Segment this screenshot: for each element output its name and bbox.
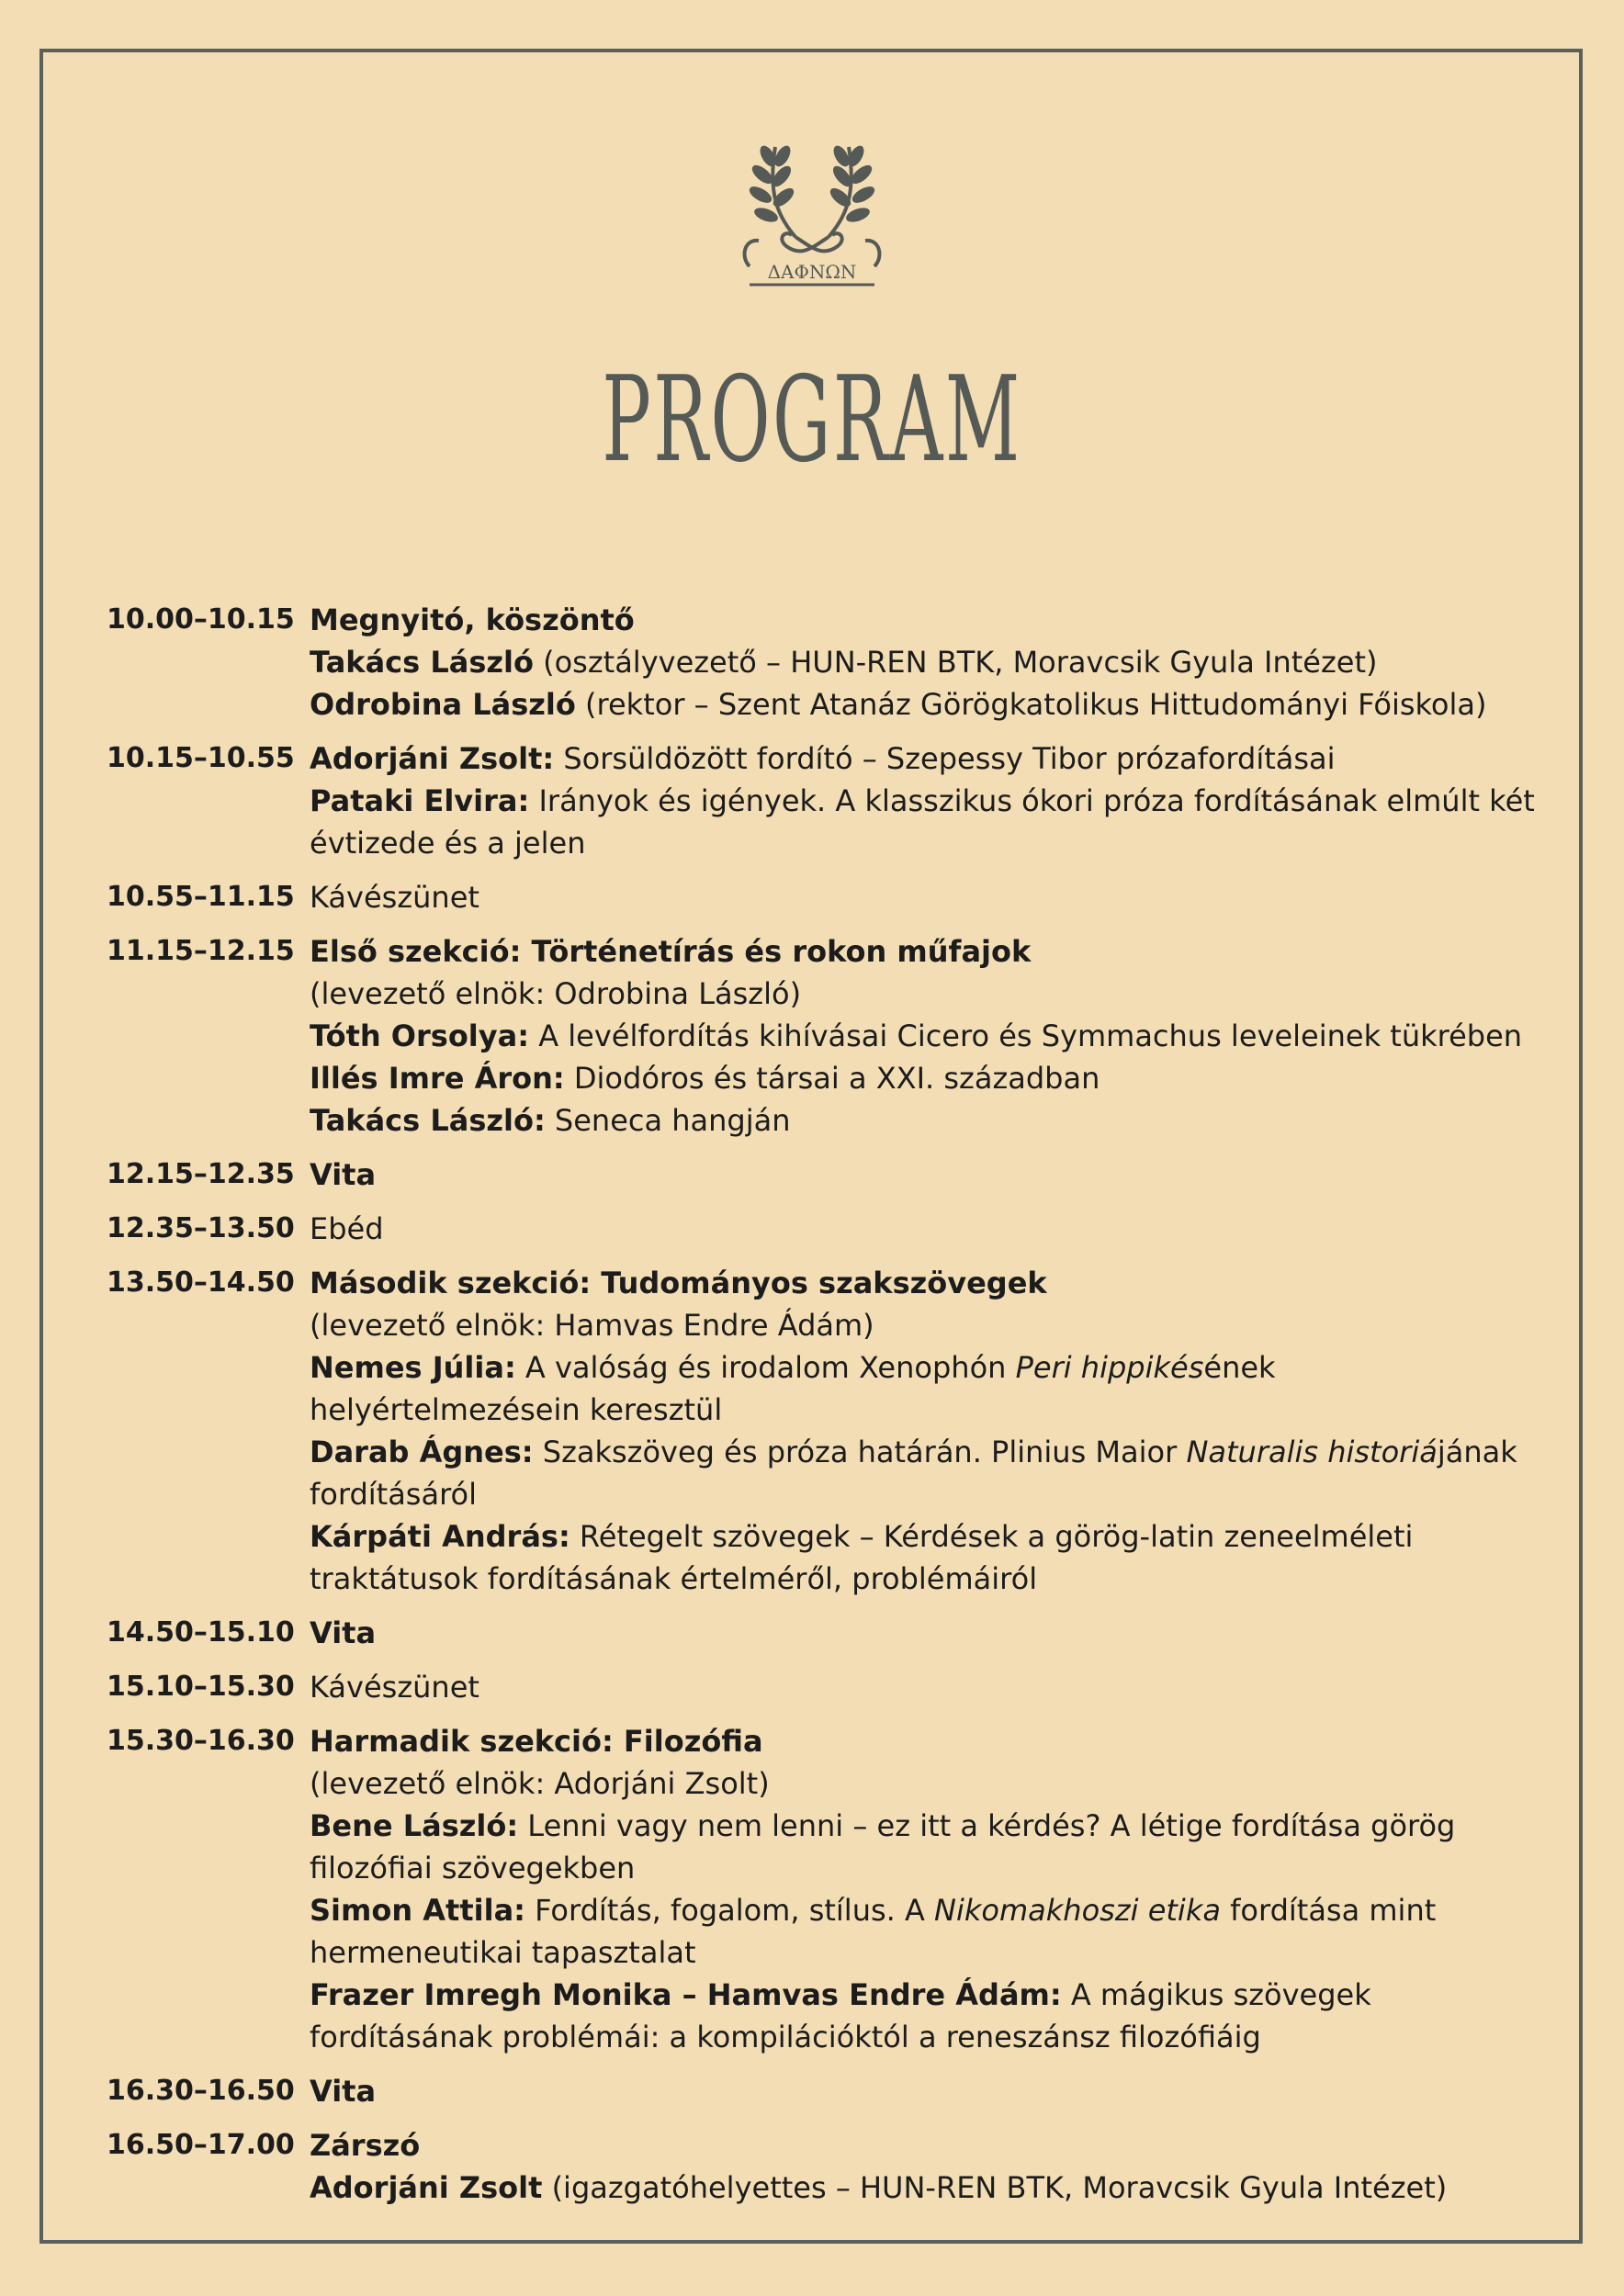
svg-text:ΔΑΦΝΩΝ: ΔΑΦΝΩΝ — [767, 261, 857, 283]
speaker-name: Pataki Elvira: — [310, 783, 530, 818]
schedule-slot — [107, 2070, 1539, 2112]
talk-entry — [310, 641, 1539, 683]
talk-entry — [310, 1346, 1539, 1431]
talk-title: A levélfordítás kihívásai Cicero és Symmachus leveleinek tükrében — [529, 1019, 1523, 1053]
slot-time: 12.35–13.50 — [107, 1212, 295, 1244]
slot-content — [310, 2124, 1539, 2209]
session-chair: (levezető elnök: Odrobina László) — [310, 976, 802, 1011]
talk-entry — [310, 2167, 1539, 2209]
talk-title: Sorsüldözött fordító – Szepessy Tibor prózafordításai — [554, 741, 1336, 776]
speaker-name: Kárpáti András: — [310, 1519, 570, 1554]
talk-entry — [310, 1515, 1539, 1600]
talk-entry — [310, 1099, 1539, 1142]
slot-heading: Vita — [310, 1615, 377, 1650]
talk-title-italic: Nikomakhoszi etika — [934, 1893, 1221, 1928]
slot-content — [310, 876, 1539, 918]
talk-title: Rétegelt szövegek – Kérdések a görög-latin zeneelméleti traktátusok fordításának értelméről, problémáiról — [310, 1519, 1414, 1596]
schedule-slot — [107, 1666, 1539, 1708]
slot-time: 15.10–15.30 — [107, 1671, 295, 1703]
slot-time: 13.50–14.50 — [107, 1266, 295, 1299]
speaker-name: Tóth Orsolya: — [310, 1019, 530, 1053]
talk-title: Lenni vagy nem lenni – ez itt a kérdés? A létige fordítása görög filozófiai szövegekben — [310, 1808, 1456, 1885]
talk-title: (rektor – Szent Atanáz Görögkatolikus Hittudományi Főiskola) — [575, 687, 1487, 722]
talk-entry — [310, 683, 1539, 726]
talk-entry — [310, 1974, 1539, 2058]
slot-content — [310, 737, 1539, 864]
speaker-name: Takács László — [310, 645, 534, 680]
talk-title-rest: fordítása mint hermeneutikai tapasztalat — [310, 1893, 1437, 1970]
slot-content — [310, 1666, 1539, 1708]
slot-heading: Harmadik szekció: Filozófia — [310, 1724, 763, 1759]
slot-time: 15.30–16.30 — [107, 1725, 295, 1757]
slot-content — [310, 1154, 1539, 1196]
schedule-slot — [107, 930, 1539, 1142]
talk-title: Seneca hangján — [545, 1103, 791, 1138]
slot-time: 12.15–12.35 — [107, 1158, 295, 1190]
slot-content — [310, 599, 1539, 726]
slot-time: 14.50–15.10 — [107, 1616, 295, 1649]
laurel-logo — [731, 129, 893, 294]
slot-time: 10.55–11.15 — [107, 881, 295, 913]
talk-entry — [310, 1431, 1539, 1515]
page-title: PROGRAM — [602, 352, 1022, 489]
slot-heading: Első szekció: Történetírás és rokon műfajok — [310, 934, 1032, 969]
talk-title-italic: Peri hippikés — [1015, 1350, 1204, 1385]
speaker-name: Simon Attila: — [310, 1893, 525, 1928]
slot-heading: Vita — [310, 1157, 377, 1192]
schedule-slot — [107, 1262, 1539, 1600]
slot-time: 16.30–16.50 — [107, 2075, 295, 2107]
schedule-slot — [107, 1154, 1539, 1196]
talk-title: A valóság és irodalom Xenophón — [515, 1350, 1016, 1385]
talk-title: A mágikus szövegek fordításának problémái: a kompilációktól a reneszánsz filozófiáig — [310, 1977, 1371, 2054]
slot-content — [310, 2070, 1539, 2112]
speaker-name: Odrobina László — [310, 687, 576, 722]
slot-heading: Második szekció: Tudományos szakszövegek — [310, 1266, 1047, 1300]
talk-entry — [310, 1015, 1539, 1057]
speaker-name: Frazer Imregh Monika – Hamvas Endre Ádám: — [310, 1977, 1062, 2012]
schedule-slot — [107, 1612, 1539, 1654]
slot-plain-text: Ebéd — [310, 1211, 384, 1246]
speaker-name: Bene László: — [310, 1808, 519, 1843]
slot-content — [310, 930, 1539, 1142]
speaker-name: Takács László: — [310, 1103, 546, 1138]
speaker-name: Darab Ágnes: — [310, 1435, 534, 1469]
speaker-name: Adorjáni Zsolt — [310, 2170, 543, 2205]
slot-heading: Zárszó — [310, 2128, 421, 2163]
slot-content — [310, 1720, 1539, 2058]
slot-content — [310, 1208, 1539, 1250]
talk-title-italic: Naturalis historiá — [1186, 1435, 1438, 1469]
slot-heading: Megnyitó, köszöntő — [310, 602, 635, 637]
session-chair: (levezető elnök: Hamvas Endre Ádám) — [310, 1308, 874, 1343]
slot-time: 16.50–17.00 — [107, 2129, 295, 2161]
talk-entry — [310, 737, 1539, 780]
talk-title-rest: ének helyértelmezésein keresztül — [310, 1350, 1276, 1427]
talk-title: Szakszöveg és próza határán. Plinius Maior — [533, 1435, 1187, 1469]
talk-title: Diodóros és társai a XXI. században — [564, 1061, 1100, 1096]
laurel-wreath-icon — [731, 129, 893, 294]
slot-plain-text: Kávészünet — [310, 1670, 479, 1705]
talk-entry — [310, 780, 1539, 864]
talk-entry — [310, 1805, 1539, 1889]
schedule-slot — [107, 1208, 1539, 1250]
speaker-name: Nemes Júlia: — [310, 1350, 516, 1385]
talk-title: (igazgatóhelyettes – HUN-REN BTK, Moravcsik Gyula Intézet) — [542, 2170, 1448, 2205]
talk-entry — [310, 1889, 1539, 1974]
slot-heading: Vita — [310, 2074, 377, 2109]
speaker-name: Adorjáni Zsolt: — [310, 741, 555, 776]
slot-plain-text: Kávészünet — [310, 880, 479, 915]
schedule-slot — [107, 2124, 1539, 2209]
slot-content — [310, 1612, 1539, 1654]
slot-time: 10.15–10.55 — [107, 742, 295, 774]
schedule-slot — [107, 599, 1539, 726]
schedule-slot — [107, 737, 1539, 864]
schedule-slot — [107, 1720, 1539, 2058]
talk-title: Fordítás, fogalom, stílus. A — [524, 1893, 935, 1928]
speaker-name: Illés Imre Áron: — [310, 1061, 565, 1096]
talk-title-rest: jának fordításáról — [310, 1435, 1517, 1512]
schedule-slot — [107, 876, 1539, 918]
slot-time: 11.15–12.15 — [107, 935, 295, 967]
slot-content — [310, 1262, 1539, 1600]
talk-entry — [310, 1057, 1539, 1099]
slot-time: 10.00–10.15 — [107, 603, 295, 636]
program-list — [107, 599, 1539, 2221]
session-chair: (levezető elnök: Adorjáni Zsolt) — [310, 1766, 770, 1801]
talk-title: Irányok és igények. A klasszikus ókori próza fordításának elmúlt két évtizede és a jelen — [310, 783, 1535, 861]
talk-title: (osztályvezető – HUN-REN BTK, Moravcsik Gyula Intézet) — [533, 645, 1378, 680]
